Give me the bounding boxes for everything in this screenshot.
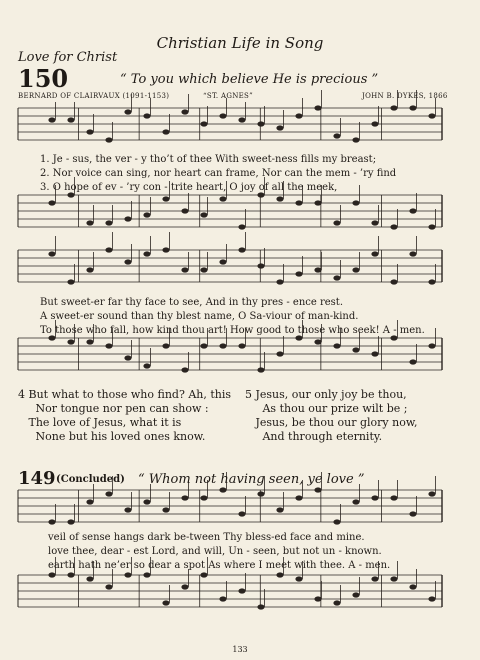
note-head [143,212,150,217]
hymn-149-quote: “ Whom not having seen, ye love ” [138,472,365,487]
note-head [295,495,302,500]
note-head [219,259,226,264]
note-head [48,117,55,122]
hymn-number-150: 150 [18,64,69,93]
note-head [333,133,340,138]
note-head [86,576,93,581]
note-head [86,339,93,344]
note-head [48,200,55,205]
note-head [276,279,283,284]
note-head [162,600,169,605]
note-head [352,592,359,597]
note-head [409,251,416,256]
note-head [352,137,359,142]
note-head [238,117,245,122]
note-head [295,576,302,581]
note-head [143,113,150,118]
note-head [200,267,207,272]
note-head [257,491,264,496]
note-head [390,335,397,340]
note-head [371,121,378,126]
note-head [48,251,55,256]
hymn-150-composer: JOHN B. DYKES, 1866 [362,92,448,100]
note-head [105,137,112,142]
note-head [48,519,55,524]
note-head [219,343,226,348]
section-label: Love for Christ [18,50,118,65]
lyric-line: veil of sense hangs dark be-tween Thy bless-ed face and mine. [48,532,365,543]
hymn-150-author: BERNARD OF CLAIRVAUX (1091-1153) [18,92,170,100]
note-head [124,507,131,512]
note-head [409,105,416,110]
note-head [143,499,150,504]
note-head [143,251,150,256]
note-head [333,519,340,524]
note-head [409,359,416,364]
note-head [257,367,264,372]
note-head [409,511,416,516]
note-head [276,572,283,577]
page-title: Christian Life in Song [156,34,324,52]
note-head [143,363,150,368]
note-head [124,572,131,577]
note-head [181,584,188,589]
note-head [333,343,340,348]
note-head [105,491,112,496]
note-head [295,200,302,205]
note-head [219,596,226,601]
note-head [390,495,397,500]
note-head [200,121,207,126]
note-head [390,576,397,581]
note-head [181,267,188,272]
note-head [371,251,378,256]
note-head [257,604,264,609]
note-head [371,220,378,225]
lyric-line: A sweet-er sound than thy blest name, O Sa-viour of man-kind. [40,311,359,322]
note-head [181,208,188,213]
note-head [105,247,112,252]
note-head [200,343,207,348]
note-head [295,271,302,276]
note-head [238,224,245,229]
hymn-150-quote: “ To you which believe He is precious ” [120,72,379,87]
note-head [428,224,435,229]
note-head [428,113,435,118]
note-head [200,212,207,217]
note-head [105,584,112,589]
note-head [86,267,93,272]
hymn-150-tune: “ST. AGNES” [203,92,254,100]
note-head [371,351,378,356]
note-head [67,279,74,284]
note-head [219,113,226,118]
note-head [162,129,169,134]
verse-4: 4 But what to those who find? Ah, this Nor tongue nor pen can show : The love of Jesus, what it is None but his loved ones know. [18,388,232,443]
note-head [390,105,397,110]
note-head [86,129,93,134]
note-head [200,572,207,577]
note-head [181,367,188,372]
lyric-line: 2. Nor voice can sing, nor heart can frame, Nor can the mem - ’ry find [40,168,397,179]
note-head [371,576,378,581]
note-head [295,335,302,340]
note-head [67,519,74,524]
note-head [162,247,169,252]
note-head [295,113,302,118]
note-head [86,499,93,504]
note-head [428,279,435,284]
note-head [352,499,359,504]
lyric-line: love thee, dear - est Lord, and will, Un - seen, but not un - known. [48,546,382,557]
note-head [276,351,283,356]
note-head [352,347,359,352]
note-head [238,343,245,348]
note-head [124,259,131,264]
note-head [67,192,74,197]
hymn-number-149: 149 [18,468,56,489]
note-head [48,572,55,577]
verse-5: 5 Jesus, our only joy be thou, As thou our prize wilt be ; Jesus, be thou our glory now, And through eternity. [245,388,418,443]
note-head [352,267,359,272]
note-head [409,208,416,213]
note-head [390,224,397,229]
note-head [67,572,74,577]
lyric-line: To those who fall, how kind thou art! How good to those who seek! A - men. [40,325,425,336]
lyric-line: 3. O hope of ev - ’ry con - trite heart, O joy of all the meek, [40,182,338,193]
note-head [219,487,226,492]
note-head [105,343,112,348]
note-head [86,220,93,225]
note-head [162,507,169,512]
note-head [390,279,397,284]
note-head [238,588,245,593]
note-head [257,192,264,197]
note-head [428,491,435,496]
note-head [105,220,112,225]
note-head [409,584,416,589]
note-head [352,200,359,205]
note-head [67,117,74,122]
note-head [124,109,131,114]
note-head [162,196,169,201]
note-head [181,495,188,500]
note-head [238,247,245,252]
note-head [428,596,435,601]
note-head [67,339,74,344]
concluded-label: (Concluded) [56,474,125,485]
note-head [124,216,131,221]
note-head [333,600,340,605]
lyric-line: But sweet-er far thy face to see, And in thy pres - ence rest. [40,297,343,308]
note-head [48,335,55,340]
note-head [143,572,150,577]
note-head [257,263,264,268]
note-head [333,220,340,225]
note-head [371,495,378,500]
page-number: 133 [232,645,248,654]
note-head [428,343,435,348]
lyric-line: 1. Je - sus, the ver - y tho’t of thee With sweet-ness fills my breast; [40,154,377,165]
note-head [162,343,169,348]
note-head [257,121,264,126]
note-head [276,125,283,130]
note-head [200,495,207,500]
lyric-line: earth hath ne’er so dear a spot As where I meet with thee. A - men. [48,560,391,571]
note-head [333,275,340,280]
note-head [276,196,283,201]
note-head [124,355,131,360]
note-head [276,507,283,512]
note-head [219,196,226,201]
note-head [181,109,188,114]
note-head [238,511,245,516]
